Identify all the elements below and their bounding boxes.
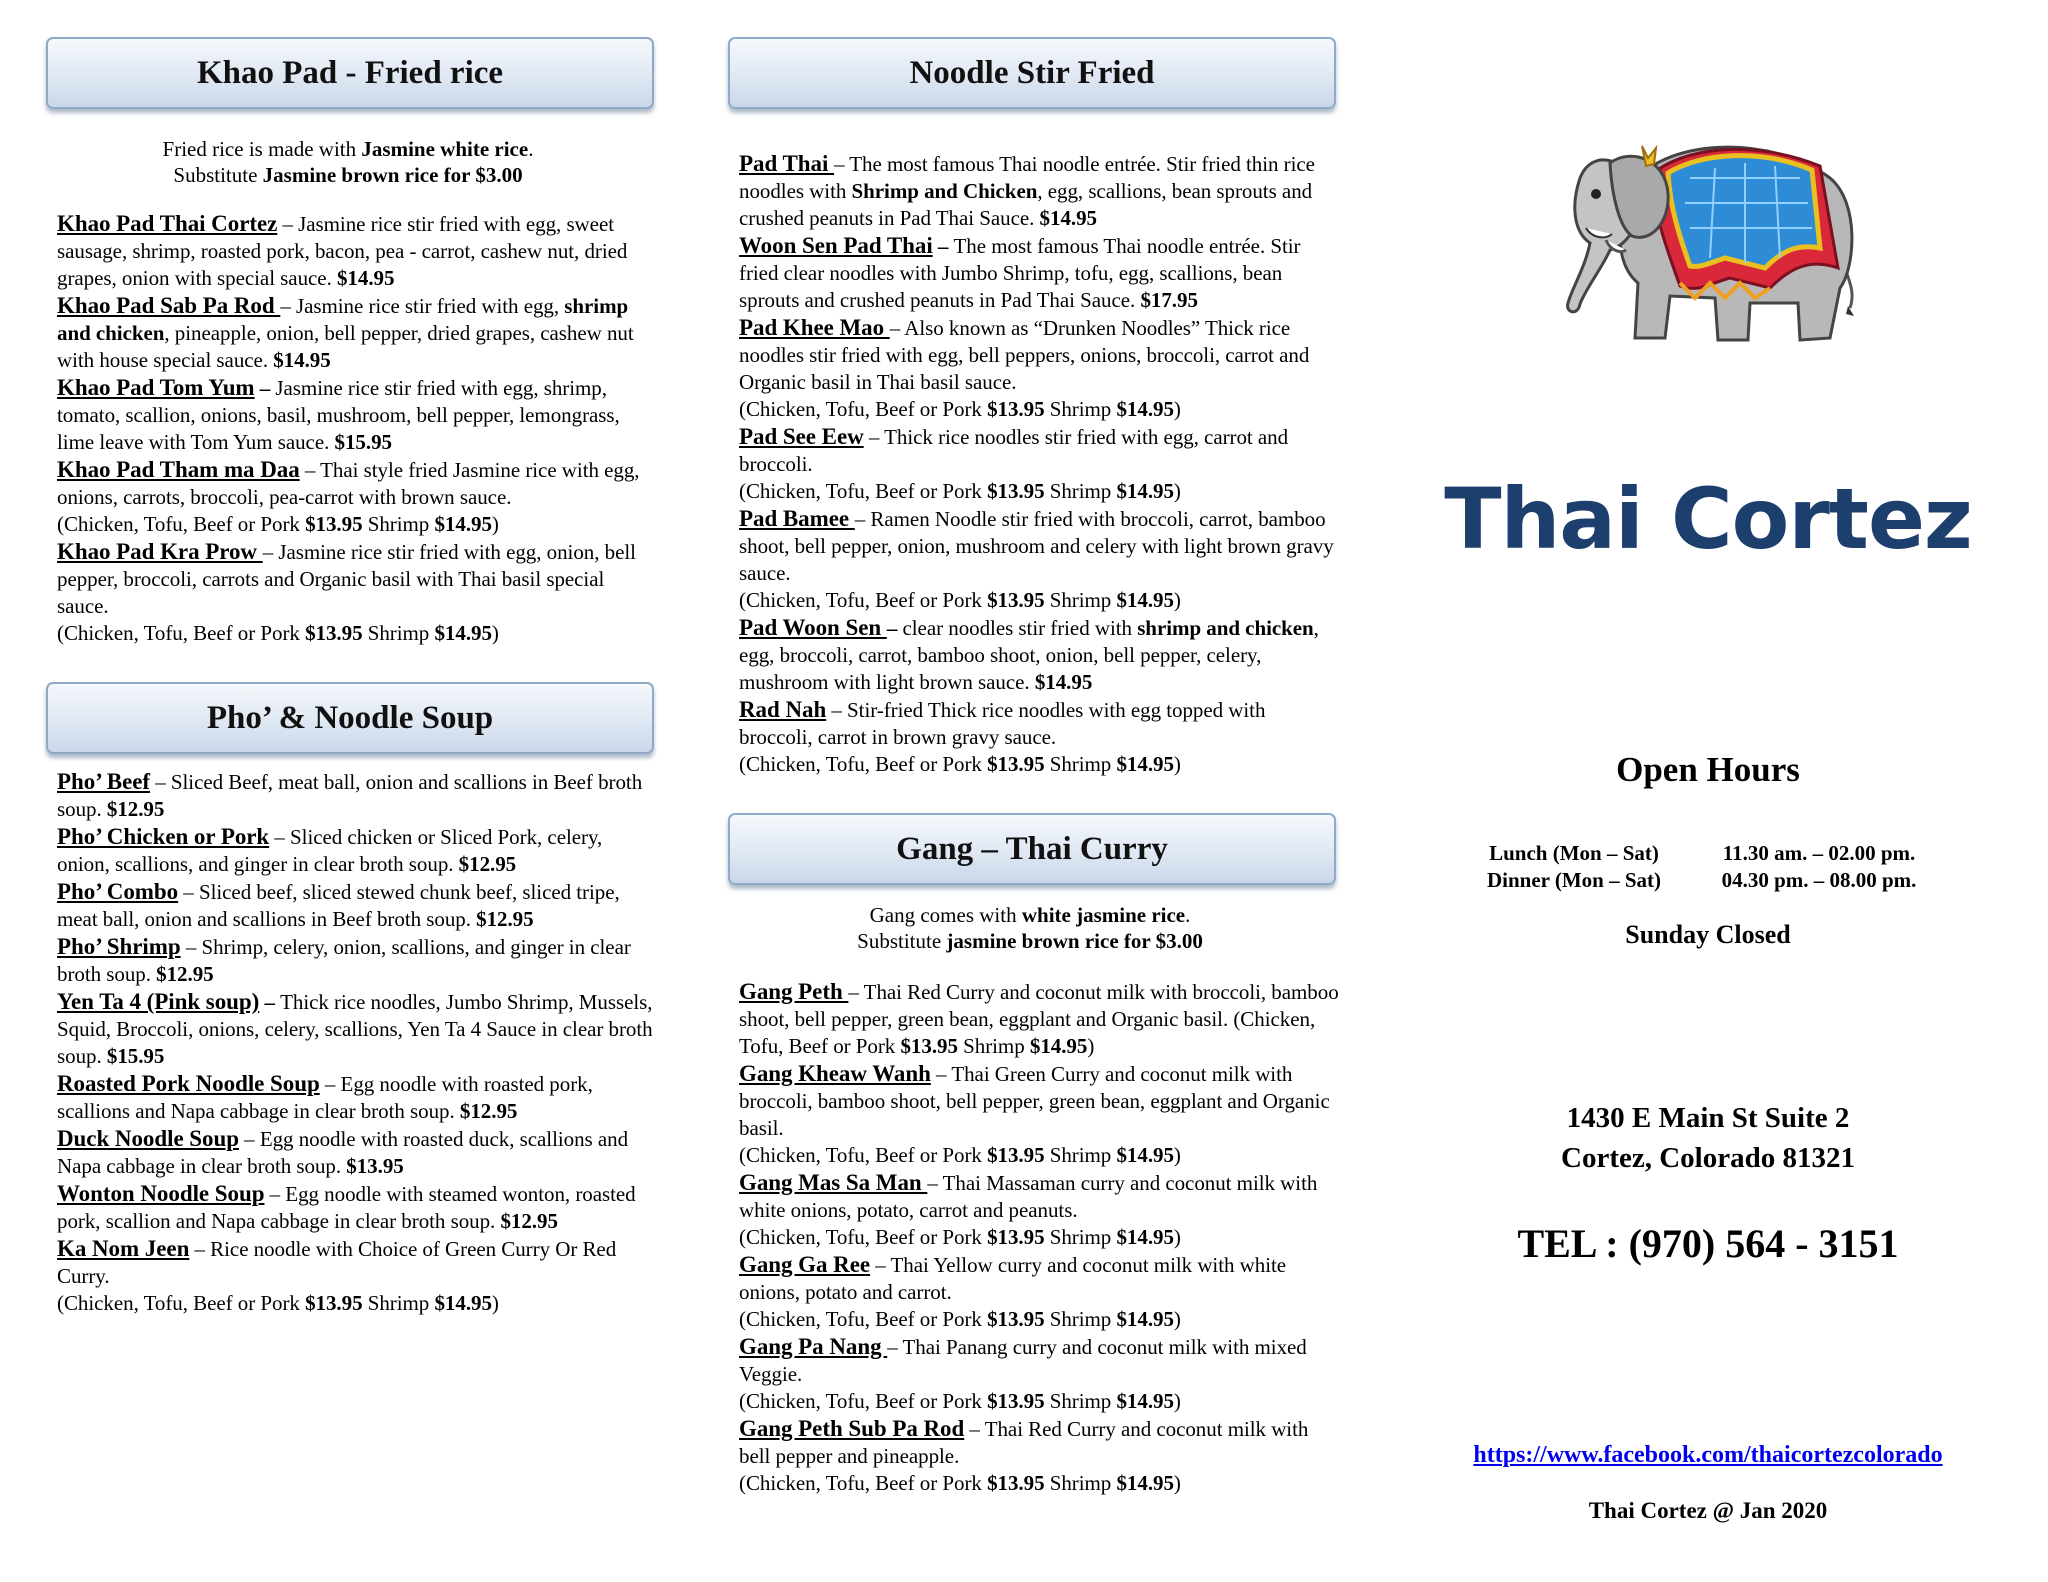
- text-run: (Chicken, Tofu, Beef or Pork: [739, 752, 988, 776]
- menu-item-name: Pad Thai: [739, 151, 834, 176]
- text-run: (Chicken, Tofu, Beef or Pork: [739, 397, 988, 421]
- brand-name: Thai Cortez: [1444, 470, 1972, 568]
- menu-item-name: Pad Bamee: [739, 506, 855, 531]
- text-run: (Chicken, Tofu, Beef or Pork: [739, 1225, 988, 1249]
- bold-text: –: [254, 376, 276, 400]
- open-hours-title: Open Hours: [1616, 750, 1800, 789]
- bold-text: $14.95: [434, 621, 492, 645]
- text-run: ): [1173, 1307, 1181, 1331]
- text-run: Shrimp: [362, 512, 435, 536]
- menu-item: [57, 1070, 657, 1125]
- bold-text: $13.95: [987, 1225, 1045, 1249]
- text-run: , egg, broccoli, carrot, bamboo shoot, onion, bell pepper, celery, mushroom with light brown sauce.: [739, 616, 1319, 694]
- text-run: (Chicken, Tofu, Beef or Pork: [739, 1143, 988, 1167]
- bold-text: jasmine brown rice for $3.00: [946, 929, 1203, 953]
- text-run: The most famous Thai noodle entrée. Stir fried clear noodles with Jumbo Shrimp, tofu, egg, scallions, bean sprouts and crushed peanuts in Pad Thai Sauce.: [739, 234, 1301, 312]
- menu-item-name: Rad Nah: [739, 697, 827, 722]
- text-run: , pineapple, onion, bell pepper, dried grapes, cashew nut with house special sauce.: [57, 321, 634, 372]
- menu-item-name: Pho’ Shrimp: [57, 934, 181, 959]
- footer-note: Thai Cortez @ Jan 2020: [1588, 1498, 1828, 1523]
- menu-item: [739, 314, 1339, 396]
- bold-text: $13.95: [346, 1154, 404, 1178]
- bold-text: Shrimp and Chicken: [851, 179, 1038, 203]
- text-run: Shrimp: [1044, 1307, 1117, 1331]
- bold-text: $14.95: [1116, 588, 1174, 612]
- bold-text: $13.95: [305, 512, 363, 536]
- menu-item: [739, 1060, 1339, 1142]
- bold-text: $13.95: [305, 1291, 363, 1315]
- intro-line: [728, 902, 1332, 928]
- text-run: – Sliced chicken or Sliced Pork, celery, onion, scallions, and ginger in clear broth soup.: [57, 825, 603, 876]
- bold-text: $12.95: [476, 907, 534, 931]
- text-run: – Thai Panang curry and coconut milk with mixed Veggie.: [739, 1335, 1307, 1386]
- elephant-logo: [1550, 118, 1870, 358]
- menu-item: [739, 150, 1339, 232]
- bold-text: $13.95: [987, 752, 1045, 776]
- bold-text: $12.95: [106, 797, 165, 821]
- menu-item-name: Yen Ta 4 (Pink soup): [57, 989, 260, 1014]
- text-run: Jasmine rice stir fried with egg, shrimp, tomato, scallion, onions, basil, mushroom, bell pepper, lemongrass, lime leave with Tom Yum sauce.: [57, 376, 620, 454]
- facebook-link[interactable]: https://www.facebook.com/thaicortezcolorado: [1473, 1442, 1943, 1468]
- menu-item-price-options: [57, 620, 657, 647]
- menu-item: [57, 933, 657, 988]
- text-run: – Also known as “Drunken Noodles” Thick rice noodles stir fried with egg, bell peppers, onions, broccoli, carrot and Organic basil in Thai basil sauce.: [739, 316, 1310, 394]
- menu-item-name: Khao Pad Tom Yum: [57, 375, 255, 400]
- text-run: , egg, scallions, bean sprouts and crushed peanuts in Pad Thai Sauce.: [739, 179, 1313, 230]
- bold-text: $14.95: [273, 348, 331, 372]
- text-run: – Thai style fried Jasmine rice with egg, onions, carrots, broccoli, pea-carrot with brown sauce.: [57, 458, 640, 509]
- dinner-label: Dinner (Mon – Sat): [1486, 868, 1662, 892]
- bold-text: $15.95: [106, 1044, 165, 1068]
- bold-text: –: [886, 616, 903, 640]
- text-run: clear noodles stir fried with: [902, 616, 1138, 640]
- hours-table: [1464, 840, 1954, 894]
- text-run: ): [1173, 397, 1181, 421]
- bold-text: –: [932, 234, 954, 258]
- intro-line: [728, 928, 1332, 954]
- menu-item: [57, 538, 657, 620]
- telephone: TEL : (970) 564 - 3151: [1517, 1221, 1899, 1266]
- bold-text: $13.95: [987, 1389, 1045, 1413]
- text-run: Shrimp: [1044, 1471, 1117, 1495]
- text-run: ): [491, 621, 499, 645]
- menu-item-name: Khao Pad Thai Cortez: [57, 211, 278, 236]
- text-run: ): [1173, 1143, 1181, 1167]
- text-run: – Jasmine rice stir fried with egg, sweet sausage, shrimp, roasted pork, bacon, pea - carrot, cashew nut, dried grapes, onion with special sauce.: [57, 212, 628, 290]
- address: [1400, 1098, 2016, 1178]
- menu-item: [739, 505, 1339, 587]
- text-run: Shrimp: [362, 621, 435, 645]
- text-run: – Rice noodle with Choice of Green Curry Or Red Curry.: [57, 1237, 617, 1288]
- bold-text: $12.95: [500, 1209, 558, 1233]
- sunday-closed: Sunday Closed: [1625, 920, 1791, 949]
- text-run: Shrimp: [1044, 752, 1117, 776]
- menu-item: [739, 1415, 1339, 1470]
- bold-text: shrimp and chicken: [1137, 616, 1314, 640]
- lunch-label: Lunch (Mon – Sat): [1489, 841, 1659, 865]
- menu-item: [739, 232, 1339, 314]
- text-run: ): [491, 1291, 499, 1315]
- text-run: (Chicken, Tofu, Beef or Pork: [739, 479, 988, 503]
- text-run: – Ramen Noodle stir fried with broccoli, carrot, bamboo shoot, bell pepper, onion, mushroom and celery with light brown gravy sauce.: [739, 507, 1334, 585]
- section-header-fried-rice: Khao Pad - Fried rice: [46, 37, 654, 109]
- text-run: Shrimp: [1044, 397, 1117, 421]
- dinner-time: 04.30 pm. – 08.00 pm.: [1721, 868, 1917, 892]
- menu-item-price-options: [739, 478, 1339, 505]
- bold-text: $13.95: [900, 1034, 958, 1058]
- menu-item: [739, 614, 1339, 696]
- menu-item: [739, 696, 1339, 751]
- bold-text: $14.95: [1116, 479, 1174, 503]
- text-run: ): [1087, 1034, 1095, 1058]
- text-run: – Thai Massaman curry and coconut milk with white onions, potato, carrot and peanuts.: [739, 1171, 1318, 1222]
- bold-text: $14.95: [1116, 1143, 1174, 1167]
- text-run: – The most famous Thai noodle entrée. Stir fried thin rice noodles with: [739, 152, 1315, 203]
- text-run: – Thai Red Curry and coconut milk with broccoli, bamboo shoot, bell pepper, green bean, eggplant and Organic basil. (Chicken, Tofu, Beef or Pork: [739, 980, 1339, 1058]
- menu-item: [57, 823, 657, 878]
- menu-item-price-options: [739, 751, 1339, 778]
- text-run: .: [1185, 903, 1191, 927]
- text-run: – Thai Yellow curry and coconut milk with white onions, potato and carrot.: [739, 1253, 1287, 1304]
- bold-text: $13.95: [987, 1471, 1045, 1495]
- menu-item-name: Pad See Eew: [739, 424, 864, 449]
- menu-item: [57, 768, 657, 823]
- menu-item: [57, 456, 657, 511]
- bold-text: $14.95: [1116, 1471, 1174, 1495]
- text-run: ): [491, 512, 499, 536]
- text-run: .: [528, 137, 534, 161]
- menu-item-name: Wonton Noodle Soup: [57, 1181, 265, 1206]
- text-run: Shrimp: [1044, 588, 1117, 612]
- bold-text: $14.95: [336, 266, 395, 290]
- bold-text: $17.95: [1140, 288, 1198, 312]
- menu-item: [739, 423, 1339, 478]
- menu-item-price-options: [739, 1388, 1339, 1415]
- menu-item: [57, 210, 657, 292]
- text-run: Shrimp: [1044, 1389, 1117, 1413]
- bold-text: $13.95: [987, 1143, 1045, 1167]
- menu-item-name: Gang Pa Nang: [739, 1334, 888, 1359]
- bold-text: $14.95: [1116, 752, 1174, 776]
- menu-item-name: Gang Mas Sa Man: [739, 1170, 928, 1195]
- text-run: (Chicken, Tofu, Beef or Pork: [57, 512, 306, 536]
- text-run: – Sliced Beef, meat ball, onion and scallions in Beef broth soup.: [57, 770, 643, 821]
- text-run: (Chicken, Tofu, Beef or Pork: [739, 1389, 988, 1413]
- bold-text: $12.95: [156, 962, 214, 986]
- menu-item-price-options: [57, 1290, 657, 1317]
- curry-list: [739, 978, 1339, 1497]
- menu-item: [57, 292, 657, 374]
- menu-item: [739, 978, 1339, 1060]
- menu-item-name: Khao Pad Tham ma Daa: [57, 457, 300, 482]
- bold-text: –: [259, 990, 281, 1014]
- menu-item-price-options: [57, 511, 657, 538]
- noodle-list: [739, 150, 1339, 778]
- text-run: Gang comes with: [869, 903, 1022, 927]
- text-run: Shrimp: [1044, 479, 1117, 503]
- text-run: ): [1173, 479, 1181, 503]
- pho-list: [57, 768, 657, 1317]
- menu-item-name: Khao Pad Kra Prow: [57, 539, 263, 564]
- bold-text: $14.95: [1116, 1225, 1174, 1249]
- bold-text: $14.95: [1116, 1389, 1174, 1413]
- menu-item-price-options: [739, 587, 1339, 614]
- menu-item-name: Pho’ Combo: [57, 879, 179, 904]
- section-header-curry: Gang – Thai Curry: [728, 813, 1336, 885]
- menu-item-name: Gang Kheaw Wanh: [739, 1061, 931, 1086]
- hours-row-lunch: [1464, 840, 1954, 867]
- section-header-pho: Pho’ & Noodle Soup: [46, 682, 654, 754]
- text-run: Shrimp: [1044, 1143, 1117, 1167]
- text-run: ): [1173, 1389, 1181, 1413]
- lunch-time: 11.30 am. – 02.00 pm.: [1722, 841, 1916, 865]
- hours-row-dinner: [1464, 867, 1954, 894]
- menu-item-name: Duck Noodle Soup: [57, 1126, 239, 1151]
- fried-rice-list: [57, 210, 657, 647]
- text-run: ): [1173, 752, 1181, 776]
- menu-item: [57, 878, 657, 933]
- text-run: ): [1173, 1225, 1181, 1249]
- menu-item-price-options: [739, 1224, 1339, 1251]
- text-run: Shrimp: [1044, 1225, 1117, 1249]
- text-run: Thick rice noodles, Jumbo Shrimp, Mussels, Squid, Broccoli, onions, celery, scallions, Yen Ta 4 Sauce in clear broth soup.: [57, 990, 653, 1068]
- bold-text: shrimp and chicken: [57, 294, 629, 345]
- text-run: – Jasmine rice stir fried with egg, onion, bell pepper, broccoli, carrots and Organic basil with Thai basil special sauce.: [57, 540, 636, 618]
- bold-text: $13.95: [987, 588, 1045, 612]
- menu-item: [57, 1125, 657, 1180]
- menu-item-name: Gang Ga Ree: [739, 1252, 871, 1277]
- menu-item-name: Pad Woon Sen: [739, 615, 887, 640]
- text-run: – Thick rice noodles stir fried with egg, carrot and broccoli.: [739, 425, 1289, 476]
- bold-text: $12.95: [458, 852, 517, 876]
- menu-item-name: Pho’ Beef: [57, 769, 151, 794]
- text-run: (Chicken, Tofu, Beef or Pork: [739, 1471, 988, 1495]
- text-run: – Stir-fried Thick rice noodles with egg topped with broccoli, carrot in brown gravy sauce.: [739, 698, 1266, 749]
- bold-text: $15.95: [334, 430, 392, 454]
- text-run: ): [1173, 588, 1181, 612]
- bold-text: $14.95: [1034, 670, 1093, 694]
- menu-item-name: Pad Khee Mao: [739, 315, 890, 340]
- text-run: Shrimp: [957, 1034, 1030, 1058]
- bold-text: $13.95: [305, 621, 363, 645]
- fried-rice-intro: [46, 136, 650, 188]
- text-run: (Chicken, Tofu, Beef or Pork: [57, 621, 306, 645]
- menu-item: [739, 1251, 1339, 1306]
- menu-item: [57, 374, 657, 456]
- bold-text: $14.95: [1116, 1307, 1174, 1331]
- text-run: – Egg noodle with roasted pork, scallions and Napa cabbage in clear broth soup.: [57, 1072, 593, 1123]
- section-header-noodle: Noodle Stir Fried: [728, 37, 1336, 109]
- bold-text: Jasmine brown rice for $3.00: [262, 163, 523, 187]
- bold-text: $12.95: [459, 1099, 518, 1123]
- menu-item-name: Pho’ Chicken or Pork: [57, 824, 270, 849]
- bold-text: $14.95: [434, 512, 492, 536]
- text-run: – Egg noodle with steamed wonton, roasted pork, scallion and Napa cabbage in clear broth soup.: [57, 1182, 636, 1233]
- menu-item: [57, 988, 657, 1070]
- menu-item-name: Gang Peth: [739, 979, 849, 1004]
- menu-item: [739, 1169, 1339, 1224]
- bold-text: $13.95: [987, 479, 1045, 503]
- text-run: (Chicken, Tofu, Beef or Pork: [739, 588, 988, 612]
- curry-intro: [728, 902, 1332, 954]
- menu-item: [57, 1180, 657, 1235]
- text-run: – Thai Green Curry and coconut milk with broccoli, bamboo shoot, bell pepper, green bean, eggplant and Organic basil.: [739, 1062, 1330, 1140]
- menu-item-name: Ka Nom Jeen: [57, 1236, 190, 1261]
- intro-line: [46, 162, 650, 188]
- text-run: ): [1173, 1471, 1181, 1495]
- menu-item-price-options: [739, 1306, 1339, 1333]
- address-line-1: 1430 E Main St Suite 2: [1566, 1102, 1850, 1134]
- text-run: (Chicken, Tofu, Beef or Pork: [57, 1291, 306, 1315]
- menu-item-price-options: [739, 1470, 1339, 1497]
- menu-item-name: Woon Sen Pad Thai: [739, 233, 933, 258]
- bold-text: $14.95: [1029, 1034, 1088, 1058]
- text-run: – Thai Red Curry and coconut milk with bell pepper and pineapple.: [739, 1417, 1309, 1468]
- text-run: (Chicken, Tofu, Beef or Pork: [739, 1307, 988, 1331]
- bold-text: white jasmine rice: [1021, 903, 1186, 927]
- text-run: – Egg noodle with roasted duck, scallions and Napa cabbage in clear broth soup.: [57, 1127, 629, 1178]
- bold-text: $13.95: [987, 1307, 1045, 1331]
- bold-text: $14.95: [1039, 206, 1097, 230]
- intro-line: [46, 136, 650, 162]
- text-run: Shrimp: [362, 1291, 435, 1315]
- text-run: Substitute: [857, 929, 947, 953]
- text-run: – Jasmine rice stir fried with egg,: [280, 294, 565, 318]
- bold-text: $14.95: [434, 1291, 492, 1315]
- text-run: Substitute: [173, 163, 263, 187]
- menu-item-price-options: [739, 396, 1339, 423]
- bold-text: $14.95: [1116, 397, 1174, 421]
- text-run: – Sliced beef, sliced stewed chunk beef, sliced tripe, meat ball, onion and scallions in Beef broth soup.: [57, 880, 620, 931]
- menu-item-price-options: [739, 1142, 1339, 1169]
- menu-item-name: Roasted Pork Noodle Soup: [57, 1071, 320, 1096]
- text-run: – Shrimp, celery, onion, scallions, and ginger in clear broth soup.: [57, 935, 631, 986]
- menu-item-name: Gang Peth Sub Pa Rod: [739, 1416, 965, 1441]
- text-run: Fried rice is made with: [162, 137, 362, 161]
- menu-item-name: Khao Pad Sab Pa Rod: [57, 293, 281, 318]
- bold-text: $13.95: [987, 397, 1045, 421]
- menu-item: [739, 1333, 1339, 1388]
- bold-text: Jasmine white rice: [361, 137, 529, 161]
- address-line-2: Cortez, Colorado 81321: [1561, 1142, 1855, 1174]
- menu-item: [57, 1235, 657, 1290]
